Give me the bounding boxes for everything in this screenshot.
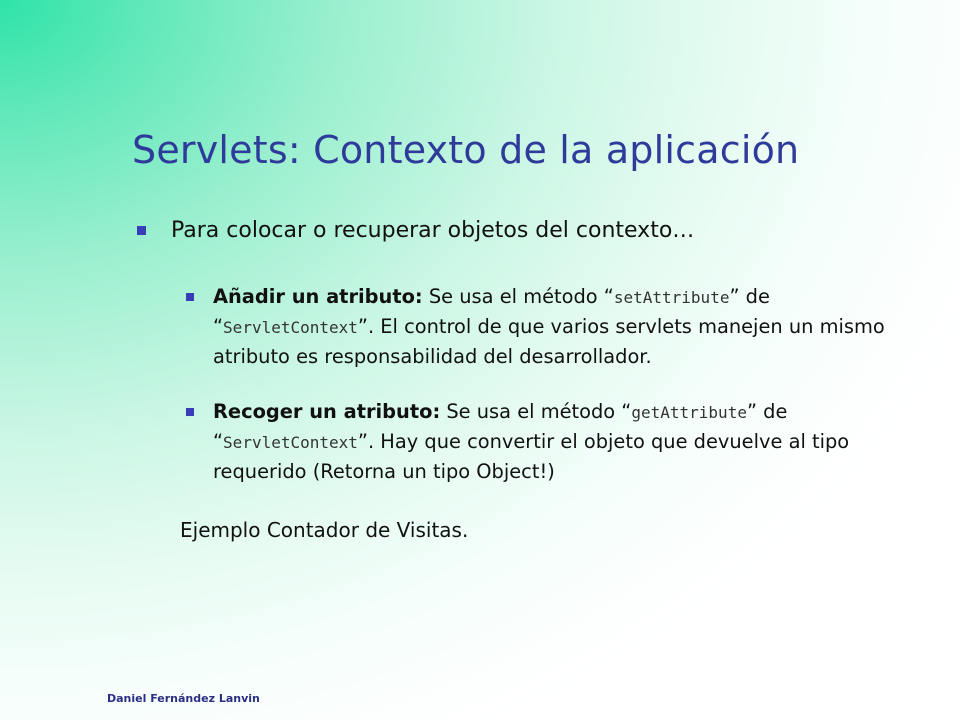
sub-bullet-add-attribute <box>213 282 925 371</box>
example-text: Ejemplo Contador de Visitas. <box>180 518 469 542</box>
method-name: getAttribute <box>631 403 747 422</box>
sub-bullet-label: Añadir un atributo: <box>213 285 423 308</box>
class-name: ServletContext <box>223 318 358 337</box>
footer-author: Daniel Fernández Lanvin <box>107 692 260 705</box>
bullet-square-icon <box>137 226 146 235</box>
sub-bullet-get-attribute <box>213 397 925 486</box>
method-name: setAttribute <box>613 288 730 307</box>
class-name: ServletContext <box>223 433 358 452</box>
sub-bullet-text: ”. El control de que varios servlets manejen un mismo atributo es responsabilidad del desarrollador. <box>213 315 885 368</box>
main-bullet-text: Para colocar o recuperar objetos del contexto… <box>171 218 695 243</box>
sub-bullet-text: ” de “ <box>213 285 770 338</box>
sub-bullet-label: Recoger un atributo: <box>213 400 441 423</box>
sub-bullet-text: ”. Hay que convertir el objeto que devuelve al tipo requerido (Retorna un tipo Object!) <box>213 430 850 483</box>
sub-bullet-text: Se usa el método “ <box>440 400 632 423</box>
sub-bullet-text: ” de “ <box>213 400 788 453</box>
sub-bullet-text: Se usa el método “ <box>422 285 614 308</box>
bullet-square-icon <box>186 293 194 301</box>
slide-title: Servlets: Contexto de la aplicación <box>132 128 800 172</box>
bullet-square-icon <box>186 408 194 416</box>
